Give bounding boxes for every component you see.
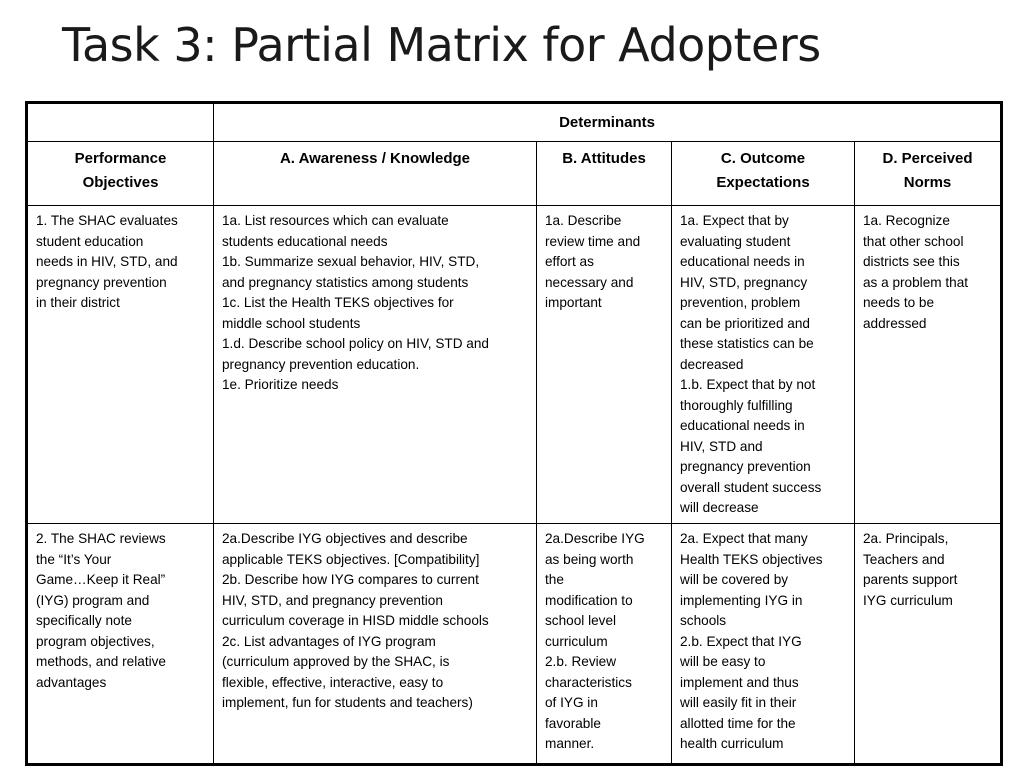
text-line: curriculum xyxy=(545,633,608,649)
text-line: important xyxy=(545,295,602,310)
text-line: 1. The SHAC evaluates xyxy=(36,213,178,228)
text-line: 1.b. Expect that by not xyxy=(680,377,816,392)
text-line: schools xyxy=(680,613,727,628)
text-line: implement, fun for students and teachers) xyxy=(222,695,473,710)
norms-cell xyxy=(855,524,1002,765)
text-line: educational needs in xyxy=(680,418,805,433)
text-line: prevention, problem xyxy=(680,295,801,310)
column-header-row xyxy=(27,142,1002,206)
determinants-header: Determinants xyxy=(214,103,1002,142)
attitudes-cell xyxy=(537,524,672,765)
text-line: (IYG) program and xyxy=(36,592,150,608)
objective-cell xyxy=(27,206,214,524)
determinants-header-row xyxy=(27,103,1002,142)
table-row xyxy=(27,524,1002,765)
text-line: 1.d. Describe school policy on HIV, STD and xyxy=(222,336,489,351)
text-line: applicable TEKS objectives. [Compatibility] xyxy=(222,551,480,567)
text-line: A. Awareness / Knowledge xyxy=(279,150,471,167)
text-line: Game…Keep it Real” xyxy=(36,572,166,587)
text-line: 1e. Prioritize needs xyxy=(222,377,339,392)
text-line: C. Outcome xyxy=(720,150,806,167)
text-line: implementing IYG in xyxy=(680,592,803,608)
text-line: Objectives xyxy=(82,174,159,191)
text-line: favorable xyxy=(545,715,601,731)
text-line: modification to xyxy=(545,592,633,608)
text-line: evaluating student xyxy=(680,233,791,249)
table-row xyxy=(27,206,1002,524)
text-line: 2a.Describe IYG xyxy=(545,531,645,546)
text-line: (curriculum approved by the SHAC, is xyxy=(222,654,450,669)
text-line: as being worth xyxy=(545,551,634,567)
text-line: students educational needs xyxy=(222,233,388,249)
text-line: program objectives, xyxy=(36,633,155,649)
empty-corner-cell xyxy=(27,103,214,142)
text-line: 1a. Recognize xyxy=(863,213,950,228)
outcome-cell xyxy=(672,206,855,524)
text-line: middle school students xyxy=(222,315,361,331)
text-line: addressed xyxy=(863,315,927,331)
adopters-matrix-table xyxy=(25,101,1003,766)
slide-title: Task 3: Partial Matrix for Adopters xyxy=(62,18,821,72)
text-line: specifically note xyxy=(36,613,132,628)
header-awareness-knowledge xyxy=(214,142,537,206)
awareness-cell xyxy=(214,206,537,524)
text-line: flexible, effective, interactive, easy to xyxy=(222,674,444,690)
text-line: the “It’s Your xyxy=(36,551,112,567)
header-attitudes xyxy=(537,142,672,206)
text-line: curriculum coverage in HISD middle schools xyxy=(222,613,489,628)
text-line: 1a. Expect that by xyxy=(680,213,789,228)
text-line: these statistics can be xyxy=(680,336,814,351)
text-line: Performance xyxy=(74,150,167,167)
text-line: will be easy to xyxy=(680,654,766,669)
text-line: methods, and relative xyxy=(36,654,166,669)
text-line: 2c. List advantages of IYG program xyxy=(222,633,436,649)
text-line: HIV, STD, and pregnancy prevention xyxy=(222,592,443,608)
text-line: advantages xyxy=(36,674,107,690)
text-line: Expectations xyxy=(716,174,810,191)
text-line: HIV, STD and xyxy=(680,438,763,454)
text-line: 2.b. Expect that IYG xyxy=(680,633,802,649)
text-line: allotted time for the xyxy=(680,715,796,731)
text-line: and pregnancy statistics among students xyxy=(222,274,469,290)
text-line: necessary and xyxy=(545,274,634,290)
header-perceived-norms xyxy=(855,142,1002,206)
text-line: pregnancy prevention education. xyxy=(222,356,420,372)
text-line: manner. xyxy=(545,736,595,751)
text-line: will decrease xyxy=(680,500,759,515)
objective-cell xyxy=(27,524,214,765)
text-line: that other school xyxy=(863,233,964,249)
text-line: Health TEKS objectives xyxy=(680,551,823,567)
text-line: in their district xyxy=(36,295,120,310)
text-line: needs in HIV, STD, and xyxy=(36,254,178,269)
text-line: districts see this xyxy=(863,254,960,269)
text-line: student education xyxy=(36,233,144,249)
text-line: 2.b. Review xyxy=(545,654,617,669)
text-line: review time and xyxy=(545,233,641,249)
text-line: 1c. List the Health TEKS objectives for xyxy=(222,295,454,310)
text-line: decreased xyxy=(680,356,744,372)
outcome-cell xyxy=(672,524,855,765)
awareness-cell xyxy=(214,524,537,765)
text-line: 1b. Summarize sexual behavior, HIV, STD, xyxy=(222,254,480,269)
text-line: educational needs in xyxy=(680,254,805,269)
text-line: 2a. Expect that many xyxy=(680,531,808,546)
attitudes-cell xyxy=(537,206,672,524)
text-line: effort as xyxy=(545,254,594,269)
text-line: Teachers and xyxy=(863,551,945,567)
header-outcome-expectations xyxy=(672,142,855,206)
text-line: can be prioritized and xyxy=(680,315,810,331)
text-line: the xyxy=(545,572,564,587)
text-line: as a problem that xyxy=(863,274,969,290)
text-line: 2a.Describe IYG objectives and describe xyxy=(222,531,468,546)
text-line: needs to be xyxy=(863,295,935,310)
text-line: B. Attitudes xyxy=(562,150,646,167)
text-line: health curriculum xyxy=(680,736,784,751)
text-line: 2b. Describe how IYG compares to current xyxy=(222,572,479,587)
text-line: will be covered by xyxy=(680,572,789,587)
text-line: of IYG in xyxy=(545,695,598,710)
text-line: D. Perceived xyxy=(882,150,973,167)
text-line: 2. The SHAC reviews xyxy=(36,531,166,546)
text-line: 2a. Principals, xyxy=(863,531,949,546)
text-line: overall student success xyxy=(680,479,822,495)
text-line: will easily fit in their xyxy=(680,695,797,710)
header-performance-objectives xyxy=(27,142,214,206)
text-line: thoroughly fulfilling xyxy=(680,397,793,413)
norms-cell xyxy=(855,206,1002,524)
text-line: IYG curriculum xyxy=(863,592,953,608)
text-line: characteristics xyxy=(545,674,632,690)
text-line: pregnancy prevention xyxy=(680,459,811,474)
text-line: parents support xyxy=(863,572,958,587)
text-line: pregnancy prevention xyxy=(36,274,167,290)
text-line: Norms xyxy=(903,174,952,191)
text-line: HIV, STD, pregnancy xyxy=(680,274,808,290)
text-line: 1a. Describe xyxy=(545,213,622,228)
text-line: 1a. List resources which can evaluate xyxy=(222,213,449,228)
text-line: school level xyxy=(545,613,617,628)
text-line: implement and thus xyxy=(680,674,799,690)
